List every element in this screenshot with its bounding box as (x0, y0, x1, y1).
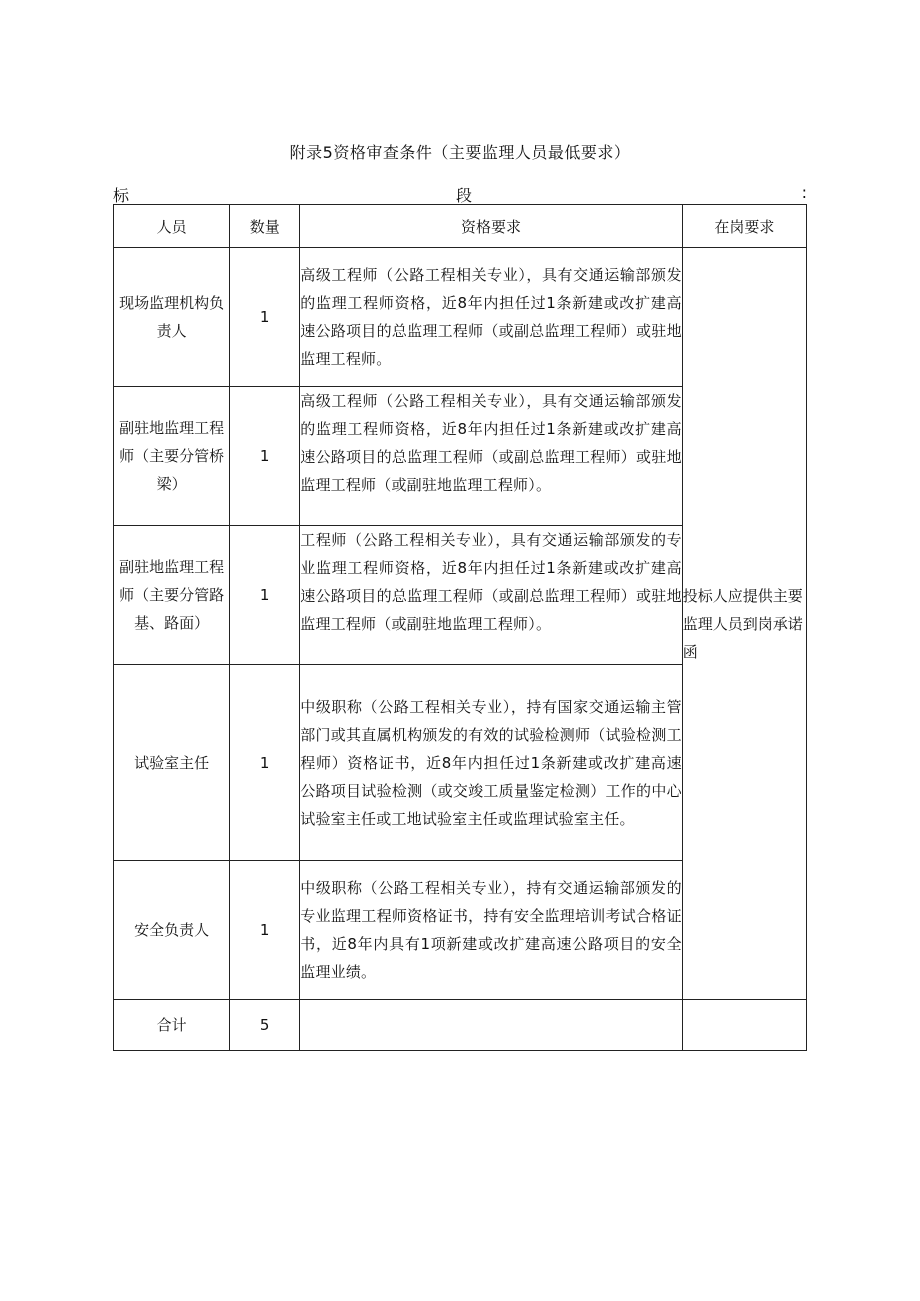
person-cell: 试验室主任 (114, 665, 230, 861)
person-cell: 安全负责人 (114, 861, 230, 1000)
quantity-cell: 1 (230, 387, 300, 526)
requirements-table (113, 204, 807, 1051)
header-qualification: 资格要求 (300, 205, 683, 248)
total-qualification-cell (300, 1000, 683, 1051)
qualification-cell: 中级职称（公路工程相关专业），持有国家交通运输主管部门或其直属机构颁发的有效的试验检测师（试验检测工程师）资格证书，近8年内担任过1条新建或改扩建高速公路项目试验检测（或交竣工质量鉴定检测）工作的中心试验室主任或工地试验室主任或监理试验室主任。 (300, 665, 683, 861)
qualification-cell: 高级工程师（公路工程相关专业），具有交通运输部颁发的监理工程师资格，近8年内担任过1条新建或改扩建高速公路项目的总监理工程师（或副总监理工程师）或驻地监理工程师。 (300, 248, 683, 387)
qualification-cell: 高级工程师（公路工程相关专业），具有交通运输部颁发的监理工程师资格，近8年内担任过1条新建或改扩建高速公路项目的总监理工程师（或副总监理工程师）或驻地监理工程师（或副驻地监理工程师）。 (300, 387, 683, 526)
section-colon: : (801, 183, 807, 202)
table-row (114, 248, 807, 387)
section-middle-label: 段 (456, 186, 473, 205)
duty-requirement-cell: 投标人应提供主要监理人员到岗承诺函 (682, 248, 806, 1000)
document-title: 附录5资格审查条件（主要监理人员最低要求） (289, 143, 631, 162)
section-line (113, 183, 807, 203)
person-cell: 副驻地监理工程师（主要分管路基、路面） (114, 526, 230, 665)
total-quantity-cell: 5 (230, 1000, 300, 1051)
person-cell: 现场监理机构负责人 (114, 248, 230, 387)
section-label: 标 (113, 186, 130, 205)
header-quantity: 数量 (230, 205, 300, 248)
person-cell: 副驻地监理工程师（主要分管桥梁） (114, 387, 230, 526)
qualification-cell: 中级职称（公路工程相关专业），持有交通运输部颁发的专业监理工程师资格证书，持有安全监理培训考试合格证书，近8年内具有1项新建或改扩建高速公路项目的安全监理业绩。 (300, 861, 683, 1000)
qualification-cell: 工程师（公路工程相关专业），具有交通运输部颁发的专业监理工程师资格，近8年内担任过1条新建或改扩建高速公路项目的总监理工程师（或副总监理工程师）或驻地监理工程师（或副驻地监理工程师）。 (300, 526, 683, 665)
quantity-cell: 1 (230, 526, 300, 665)
total-row (114, 1000, 807, 1051)
table-header-row (114, 205, 807, 248)
quantity-cell: 1 (230, 665, 300, 861)
total-label-cell: 合计 (114, 1000, 230, 1051)
quantity-cell: 1 (230, 248, 300, 387)
quantity-cell: 1 (230, 861, 300, 1000)
header-person: 人员 (114, 205, 230, 248)
header-duty: 在岗要求 (682, 205, 806, 248)
total-duty-cell (682, 1000, 806, 1051)
